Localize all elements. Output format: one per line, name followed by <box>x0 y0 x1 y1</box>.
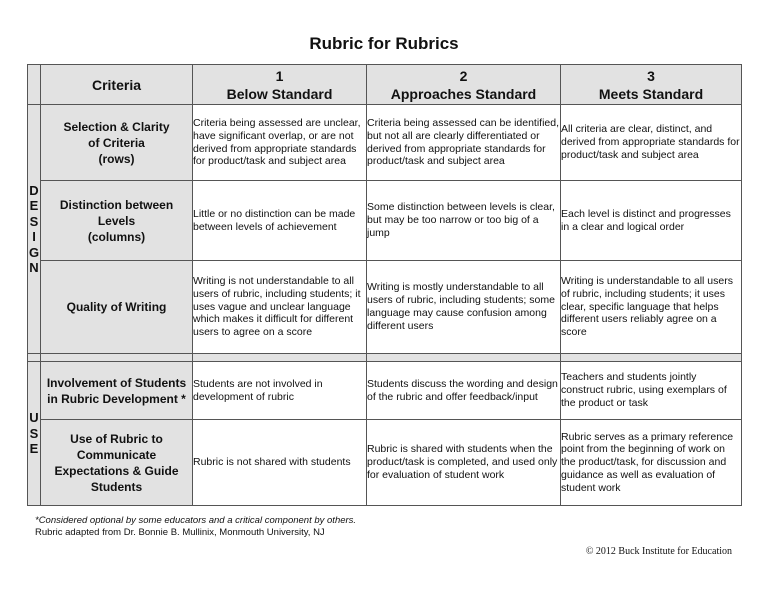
column-label: Below Standard <box>226 85 333 102</box>
approaches-standard-cell: Students discuss the wording and design of the rubric and offer feedback/input <box>367 362 561 420</box>
header-approaches-standard <box>367 65 561 105</box>
rubric-table <box>27 64 742 506</box>
criteria-line: Students <box>90 479 143 494</box>
criteria-line: Involvement of Students <box>46 375 187 390</box>
section-letter: U <box>29 410 39 426</box>
section-separator <box>28 354 742 362</box>
meets-standard-cell: All criteria are clear, distinct, and derived from appropriate standards for product/task and subject area <box>561 105 742 181</box>
table-row <box>28 420 742 506</box>
column-number: 1 <box>275 67 284 84</box>
criteria-line: Selection & Clarity <box>63 119 170 134</box>
table-row <box>28 181 742 261</box>
section-letter: I <box>32 229 36 244</box>
copyright: © 2012 Buck Institute for Education <box>585 546 732 557</box>
table-row <box>28 261 742 354</box>
column-number: 2 <box>459 67 468 84</box>
meets-standard-cell: Writing is understandable to all users of rubric, including students; it uses clear, specific language that helps different users reliably agree on a score <box>561 261 742 354</box>
table-row <box>28 362 742 420</box>
section-letter: G <box>28 244 40 260</box>
table-row <box>28 105 742 181</box>
footnote <box>35 515 356 539</box>
section-letter: N <box>29 260 39 275</box>
meets-standard-cell: Rubric serves as a primary reference point from the beginning of work on the product/task, for discussion and guidance as well as evaluation of student work <box>561 420 742 506</box>
section-letter: E <box>29 441 39 457</box>
approaches-standard-cell: Writing is mostly understandable to all users of rubric, including students; some language may cause confusion among different users <box>367 261 561 354</box>
page-title: Rubric for Rubrics <box>309 34 459 53</box>
header-criteria: Criteria <box>41 65 193 105</box>
meets-standard-cell: Teachers and students jointly construct rubric, using exemplars of the product or task <box>561 362 742 420</box>
header-row <box>28 65 742 105</box>
below-standard-cell: Criteria being assessed are unclear, have significant overlap, or are not derived from appropriate standards for product/task and subject area <box>193 105 367 181</box>
criteria-line: Distinction between <box>59 197 174 212</box>
criteria-line: Levels <box>97 213 136 228</box>
criteria-line: of Criteria <box>88 135 145 150</box>
criteria-line: (columns) <box>87 229 146 244</box>
below-standard-cell: Writing is not understandable to all users of rubric, including students; it uses vague and unclear language which makes it difficult for different users to agree on a score <box>193 261 367 354</box>
below-standard-cell: Rubric is not shared with students <box>193 420 367 506</box>
column-number: 3 <box>647 67 655 84</box>
below-standard-cell: Students are not involved in development of rubric <box>193 362 367 420</box>
approaches-standard-cell: Some distinction between levels is clear, but may be too narrow or too big of a jump <box>367 181 561 261</box>
header-below-standard <box>193 65 367 105</box>
below-standard-cell: Little or no distinction can be made between levels of achievement <box>193 181 367 261</box>
section-letter: D <box>29 182 39 198</box>
header-corner <box>28 65 41 105</box>
criteria-cell <box>41 362 193 420</box>
column-label: Meets Standard <box>598 85 704 102</box>
section-label-use <box>28 362 41 506</box>
criteria-line: (rows) <box>98 151 135 166</box>
criteria-cell <box>41 261 193 354</box>
criteria-line: Communicate <box>76 447 157 462</box>
criteria-line: Expectations & Guide <box>54 463 179 478</box>
meets-standard-cell: Each level is distinct and progresses in a clear and logical order <box>561 181 742 261</box>
criteria-line: Use of Rubric to <box>70 431 163 446</box>
criteria-cell <box>41 420 193 506</box>
criteria-cell <box>41 105 193 181</box>
section-letter: E <box>29 198 39 213</box>
section-letter: S <box>29 425 39 441</box>
footnote-adapted: Rubric adapted from Dr. Bonnie B. Mullinix, Monmouth University, NJ <box>35 527 325 538</box>
approaches-standard-cell: Rubric is shared with students when the product/task is completed, and used only for evaluation of student work <box>367 420 561 506</box>
approaches-standard-cell: Criteria being assessed can be identified, but not all are clearly differentiated or derived from appropriate standards for product/task and subject area <box>367 105 561 181</box>
section-label-design <box>28 105 41 354</box>
section-letter: S <box>29 213 39 229</box>
criteria-line: Quality of Writing <box>66 300 167 314</box>
header-meets-standard <box>561 65 742 105</box>
criteria-cell <box>41 181 193 261</box>
column-label: Approaches Standard <box>390 85 537 102</box>
footnote-optional: *Considered optional by some educators and a critical component by others. <box>35 515 357 526</box>
criteria-line: in Rubric Development * <box>47 391 186 406</box>
